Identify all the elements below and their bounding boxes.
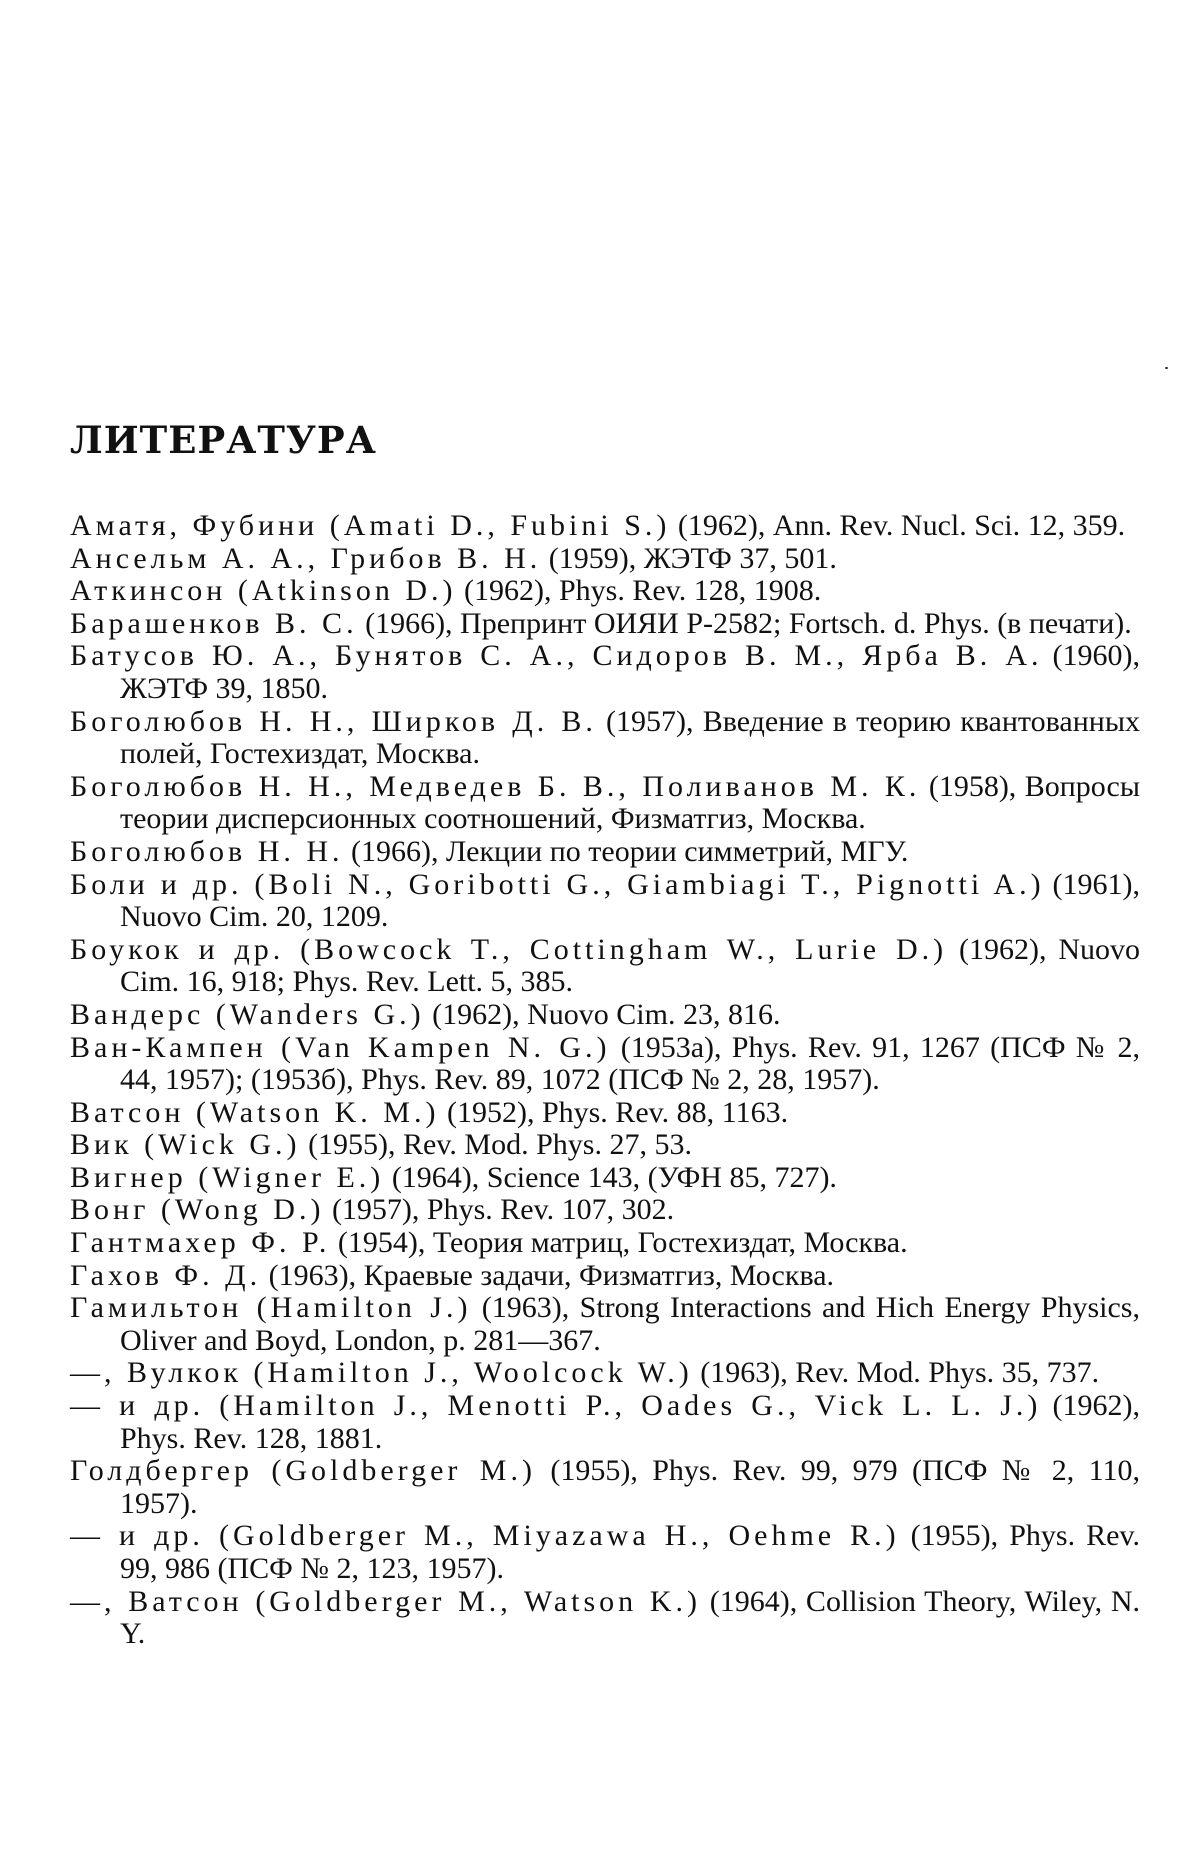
reference-entry [70, 999, 1140, 1032]
reference-entry [70, 543, 1140, 576]
reference-details: (1955), Phys. Rev. 99, 986 (ПСФ № 2, 123, 1957). [120, 1519, 1140, 1585]
reference-details: (1962), Phys. Rev. 128, 1881. [120, 1389, 1140, 1455]
reference-author: Боголюбов Н. Н. [70, 834, 344, 868]
reference-author: Боукок и др. (Bowcock T., Cottingham W., Lurie D.) [70, 932, 948, 966]
reference-details: (1958), Вопросы теории дисперсионных соотношений, Физматгиз, Москва. [120, 769, 1140, 836]
print-speck [1165, 367, 1168, 369]
reference-entry [70, 1260, 1140, 1293]
reference-details: (1962), Nuovo Cim. 16, 918; Phys. Rev. Lett. 5, 385. [120, 932, 1141, 999]
reference-details: (1962), Nuovo Cim. 23, 816. [424, 997, 781, 1031]
reference-entry [70, 1357, 1140, 1390]
reference-entry [70, 1455, 1140, 1520]
reference-details: (1957), Введение в теорию квантованных полей, Гостехиздат, Москва. [120, 704, 1140, 771]
reference-entry [70, 1390, 1140, 1455]
reference-author: Боголюбов Н. Н., Медведев Б. В., Поливанов М. К. [70, 769, 921, 803]
reference-author: — и др. (Goldberger M., Miyazawa H., Oehme R.) [70, 1519, 900, 1553]
reference-author: Вигнер (Wigner E.) [70, 1160, 385, 1194]
page-heading: ЛИТЕРАТУРА [70, 418, 377, 462]
reference-details: (1959), ЖЭТФ 37, 501. [541, 541, 837, 575]
reference-entry [70, 510, 1140, 543]
reference-details: (1962), Ann. Rev. Nucl. Sci. 12, 359. [670, 509, 1126, 542]
reference-author: Аткинсон (Atkinson D.) [70, 574, 457, 608]
reference-author: Вонг (Wong D.) [70, 1193, 325, 1227]
reference-entry [70, 1032, 1140, 1097]
reference-author: — и др. (Hamilton J., Menotti P., Oades G., Vick L. L. J.) [70, 1389, 1042, 1423]
reference-details: (1960), ЖЭТФ 39, 1850. [120, 639, 1140, 705]
reference-details: (1963), Краевые задачи, Физматгиз, Москва. [261, 1258, 835, 1292]
reference-entry [70, 608, 1140, 641]
reference-details: (1964), Collision Theory, Wiley, N. Y. [120, 1584, 1140, 1651]
reference-details: (1961), Nuovo Cim. 20, 1209. [120, 867, 1140, 934]
reference-details: (1957), Phys. Rev. 107, 302. [324, 1193, 675, 1227]
reference-author: Ансельм А. А., Грибов В. Н. [70, 541, 542, 575]
reference-entry [70, 1097, 1140, 1130]
reference-author: —, Вулкок (Hamilton J., Woolcock W.) [70, 1356, 693, 1390]
reference-details: (1953a), Phys. Rev. 91, 1267 (ПСФ № 2, 44, 1957); (1953б), Phys. Rev. 89, 1072 (ПСФ № 2, 28, 1957). [120, 1030, 1140, 1097]
reference-entry [70, 1129, 1140, 1162]
reference-details: (1964), Science 143, (УФН 85, 727). [384, 1160, 837, 1194]
reference-details: (1955), Phys. Rev. 99, 979 (ПСФ № 2, 110, 1957). [120, 1454, 1140, 1520]
reference-author: Боли и др. (Boli N., Goribotti G., Giambiagi T., Pignotti A.) [70, 867, 1045, 901]
reference-author: Голдбергер (Goldberger M.) [70, 1454, 536, 1488]
reference-entry [70, 1194, 1140, 1227]
reference-author: Гантмахер Ф. Р. [70, 1226, 331, 1260]
reference-details: (1963), Rev. Mod. Phys. 35, 737. [692, 1356, 1100, 1390]
reference-author: —, Ватсон (Goldberger M., Watson K.) [70, 1584, 702, 1618]
reference-entry [70, 640, 1140, 705]
reference-entry [70, 869, 1140, 934]
reference-entry [70, 836, 1140, 869]
reference-author: Вандерс (Wanders G.) [70, 997, 425, 1031]
reference-details: (1962), Phys. Rev. 128, 1908. [456, 574, 822, 608]
reference-list [70, 510, 1140, 1651]
reference-author: Ван-Кампен (Van Kampen N. G.) [70, 1030, 611, 1064]
reference-author: Ватсон (Watson K. M.) [70, 1095, 440, 1129]
reference-author: Аматя, Фубини (Amati D., Fubini S.) [70, 509, 671, 542]
reference-entry [70, 934, 1140, 999]
reference-details: (1952), Phys. Rev. 88, 1163. [439, 1095, 789, 1129]
reference-entry [70, 1227, 1140, 1260]
reference-author: Вик (Wick G.) [70, 1128, 301, 1162]
reference-author: Боголюбов Н. Н., Ширков Д. В. [70, 704, 597, 738]
reference-author: Гамильтон (Hamilton J.) [70, 1291, 472, 1325]
reference-details: (1963), Strong Interactions and Hich Energy Physics, Oliver and Boyd, London, p. 281—367. [120, 1291, 1140, 1357]
reference-author: Батусов Ю. А., Бунятов С. А., Сидоров В. М., Ярба В. А. [70, 639, 1043, 673]
reference-entry [70, 1162, 1140, 1195]
reference-entry [70, 1292, 1140, 1357]
reference-entry [70, 771, 1140, 836]
reference-entry [70, 706, 1140, 771]
reference-details: (1954), Теория матриц, Гостехиздат, Москва. [330, 1226, 908, 1260]
reference-entry [70, 1520, 1140, 1585]
reference-author: Барашенков В. С. [70, 606, 358, 640]
reference-entry [70, 575, 1140, 608]
reference-details: (1966), Препринт ОИЯИ Р-2582; Fortsch. d. Phys. (в печати). [357, 606, 1132, 640]
reference-author: Гахов Ф. Д. [70, 1258, 262, 1292]
reference-details: (1955), Rev. Mod. Phys. 27, 53. [300, 1128, 692, 1162]
reference-entry [70, 1586, 1140, 1651]
reference-details: (1966), Лекции по теории симметрий, МГУ. [343, 834, 909, 868]
